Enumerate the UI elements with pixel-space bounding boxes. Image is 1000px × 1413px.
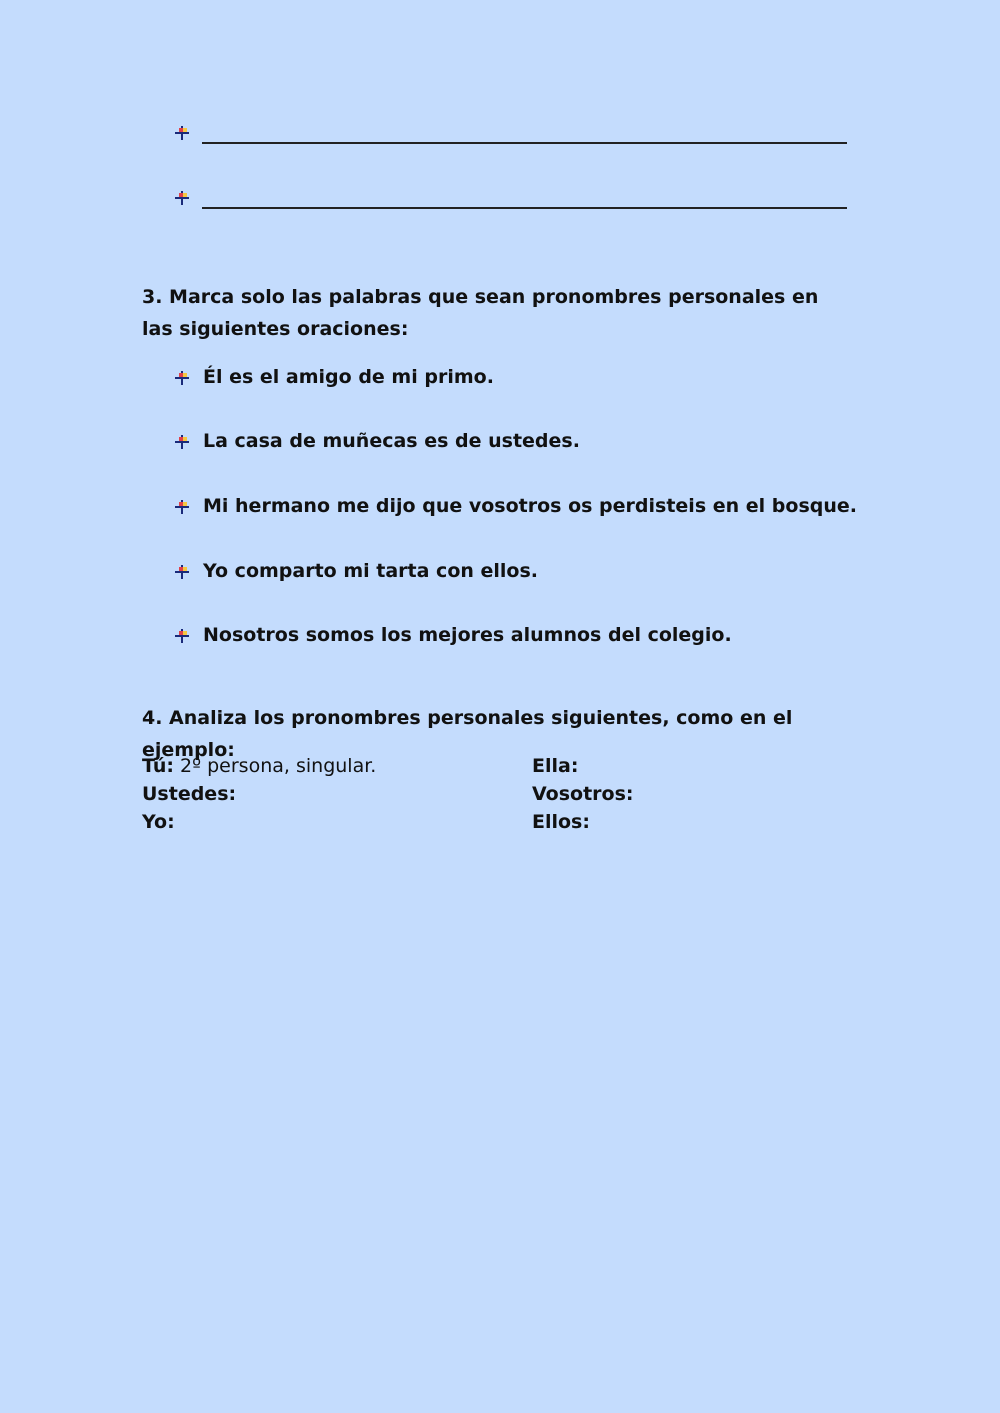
pronoun-label: Tú: — [142, 755, 174, 777]
pronoun-label: Yo: — [142, 811, 175, 833]
exercise-4-heading: 4. Analiza los pronombres personales siguientes, como en el ejemplo: — [142, 707, 793, 761]
bullet-icon — [172, 123, 192, 143]
pronoun-row-ellos — [532, 811, 590, 833]
bullet-icon — [172, 188, 192, 208]
bullet-icon — [172, 368, 192, 388]
pronoun-row-yo — [142, 811, 175, 833]
pronoun-row-ustedes — [142, 783, 236, 805]
sentence-item[interactable]: La casa de muñecas es de ustedes. — [203, 430, 580, 452]
bullet-icon — [172, 432, 192, 452]
answer-line-1[interactable] — [202, 142, 847, 144]
sentence-item[interactable]: Yo comparto mi tarta con ellos. — [203, 560, 539, 582]
pronoun-label: Ustedes: — [142, 783, 237, 805]
sentence-item[interactable]: Él es el amigo de mi primo. — [203, 366, 494, 388]
pronoun-label: Ella: — [532, 755, 579, 777]
exercise-3-heading: 3. Marca solo las palabras que sean pronombres personales en las siguientes oraciones: — [142, 286, 819, 340]
bullet-icon — [172, 626, 192, 646]
pronoun-row-tu — [142, 755, 376, 777]
pronoun-label: Ellos: — [532, 811, 590, 833]
pronoun-row-ella — [532, 755, 578, 777]
pronoun-label: Vosotros: — [532, 783, 634, 805]
pronoun-row-vosotros — [532, 783, 634, 805]
sentence-item[interactable]: Nosotros somos los mejores alumnos del colegio. — [203, 624, 732, 646]
pronoun-answer[interactable]: 2º persona, singular. — [174, 755, 377, 777]
bullet-icon — [172, 562, 192, 582]
answer-line-2[interactable] — [202, 207, 847, 209]
bullet-icon — [172, 497, 192, 517]
sentence-item[interactable]: Mi hermano me dijo que vosotros os perdisteis en el bosque. — [203, 495, 857, 517]
